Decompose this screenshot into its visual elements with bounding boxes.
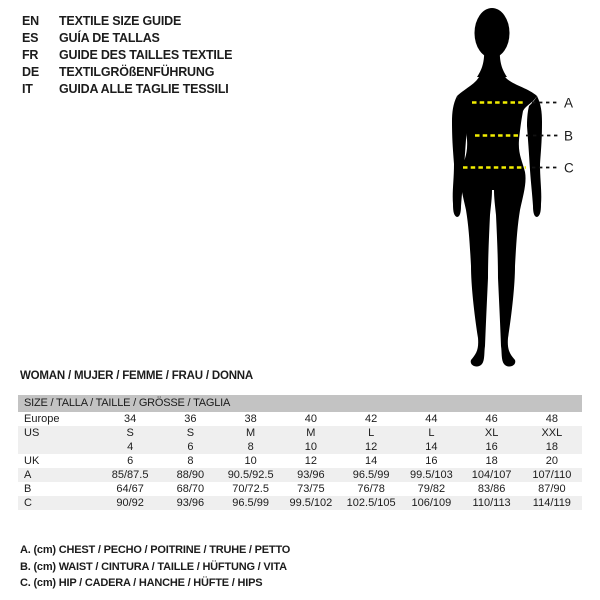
- table-row: [18, 496, 582, 510]
- size-value-cell: M: [246, 427, 256, 439]
- size-value-cell: 12: [304, 455, 317, 467]
- size-value-cell: XXL: [541, 427, 563, 439]
- size-value-cell: 96.5/99: [232, 497, 269, 509]
- size-value-cell: L: [428, 427, 435, 439]
- row-label: A: [24, 469, 32, 481]
- size-value-cell: 34: [124, 413, 137, 425]
- size-value-cell: 79/82: [417, 483, 446, 495]
- size-value-cell: 104/107: [471, 469, 512, 481]
- size-value-cell: 42: [365, 413, 378, 425]
- measurement-legend: [20, 542, 290, 592]
- size-value-cell: 40: [304, 413, 317, 425]
- size-value-cell: 87/90: [538, 483, 566, 495]
- language-code: ES: [22, 31, 39, 45]
- table-row: [18, 482, 582, 496]
- marker-b-label: B: [564, 128, 574, 144]
- size-value-cell: 36: [184, 413, 197, 425]
- size-value-cell: 76/78: [357, 483, 385, 495]
- size-value-cell: 83/86: [477, 483, 506, 495]
- size-table: [18, 395, 582, 510]
- size-value-cell: 8: [187, 455, 194, 467]
- size-value-cell: 10: [244, 455, 257, 467]
- table-row: [18, 426, 582, 440]
- language-list: [22, 13, 232, 98]
- size-value-cell: 93/96: [297, 469, 325, 481]
- size-value-cell: 20: [545, 455, 558, 467]
- row-label: UK: [24, 455, 40, 467]
- woman-silhouette-icon: [420, 0, 600, 390]
- language-label: GUIDA ALLE TAGLIE TESSILI: [59, 82, 229, 96]
- table-row: [18, 468, 582, 482]
- legend-line: B. (cm) WAIST / CINTURA / TAILLE / HÜFTUNG / VITA: [20, 560, 287, 573]
- language-row: [22, 64, 232, 81]
- size-value-cell: 99.5/102: [289, 497, 333, 509]
- legend-line: A. (cm) CHEST / PECHO / POITRINE / TRUHE / PETTO: [20, 544, 291, 556]
- size-value-cell: 93/96: [176, 497, 205, 509]
- size-value-cell: 44: [425, 413, 438, 425]
- size-value-cell: 106/109: [411, 497, 452, 509]
- size-value-cell: 85/87.5: [111, 469, 149, 481]
- size-value-cell: 12: [365, 441, 378, 453]
- language-code: DE: [22, 65, 39, 79]
- table-row: [18, 440, 582, 454]
- size-value-cell: 14: [425, 441, 438, 453]
- size-value-cell: 16: [485, 441, 498, 453]
- language-row: [22, 13, 232, 30]
- woman-silhouette-figure: [420, 0, 600, 390]
- size-table-body: [18, 412, 582, 510]
- size-value-cell: 110/113: [472, 497, 511, 509]
- size-value-cell: 64/67: [116, 483, 144, 495]
- size-value-cell: 96.5/99: [352, 469, 390, 481]
- legend-line: C. (cm) HIP / CADERA / HANCHE / HÜFTE / HIPS: [20, 577, 263, 589]
- language-code: EN: [22, 14, 39, 28]
- size-value-cell: S: [126, 427, 134, 439]
- size-value-cell: 68/70: [176, 483, 205, 495]
- size-value-cell: 73/75: [297, 483, 325, 495]
- size-value-cell: 16: [425, 455, 438, 467]
- size-value-cell: 102.5/105: [346, 497, 396, 509]
- language-row: [22, 47, 232, 64]
- language-code: IT: [22, 82, 33, 96]
- size-value-cell: 114/119: [532, 497, 571, 509]
- section-title: WOMAN / MUJER / FEMME / FRAU / DONNA: [20, 370, 254, 382]
- size-value-cell: M: [306, 427, 316, 439]
- size-value-cell: 18: [545, 441, 558, 453]
- size-value-cell: 48: [545, 413, 558, 425]
- table-row: [18, 454, 582, 468]
- size-value-cell: 10: [304, 441, 317, 453]
- size-value-cell: 88/90: [176, 469, 205, 481]
- size-value-cell: 6: [127, 455, 134, 467]
- language-label: GUÍA DE TALLAS: [59, 31, 160, 45]
- language-label: TEXTILE SIZE GUIDE: [59, 14, 182, 28]
- marker-a-label: A: [564, 95, 574, 111]
- language-code: FR: [22, 48, 39, 62]
- size-value-cell: 46: [485, 413, 498, 425]
- size-table-header: SIZE / TALLA / TAILLE / GRÖSSE / TAGLIA: [18, 395, 582, 412]
- marker-c-label: C: [564, 160, 574, 176]
- size-value-cell: 90/92: [116, 497, 144, 509]
- size-value-cell: L: [368, 427, 375, 439]
- size-value-cell: 14: [365, 455, 378, 467]
- language-row: [22, 81, 232, 98]
- size-value-cell: 38: [244, 413, 257, 425]
- row-label: Europe: [24, 413, 60, 425]
- size-value-cell: S: [186, 427, 195, 439]
- table-row: [18, 412, 582, 426]
- language-label: GUIDE DES TAILLES TEXTILE: [59, 48, 233, 62]
- row-label: B: [24, 483, 32, 495]
- size-value-cell: 90.5/92.5: [227, 469, 274, 481]
- row-label: C: [24, 497, 32, 509]
- row-label: US: [24, 427, 40, 439]
- size-value-cell: 107/110: [532, 469, 572, 481]
- size-value-cell: 99.5/103: [409, 469, 453, 481]
- size-value-cell: 18: [485, 455, 498, 467]
- size-value-cell: 6: [187, 441, 194, 453]
- size-value-cell: 4: [127, 441, 134, 453]
- size-value-cell: 8: [247, 441, 254, 453]
- row-label: [18, 440, 100, 454]
- size-value-cell: XL: [484, 427, 499, 439]
- language-row: [22, 30, 232, 47]
- size-value-cell: 70/72.5: [232, 483, 269, 495]
- language-label: TEXTILGRÖßENFÜHRUNG: [59, 65, 215, 79]
